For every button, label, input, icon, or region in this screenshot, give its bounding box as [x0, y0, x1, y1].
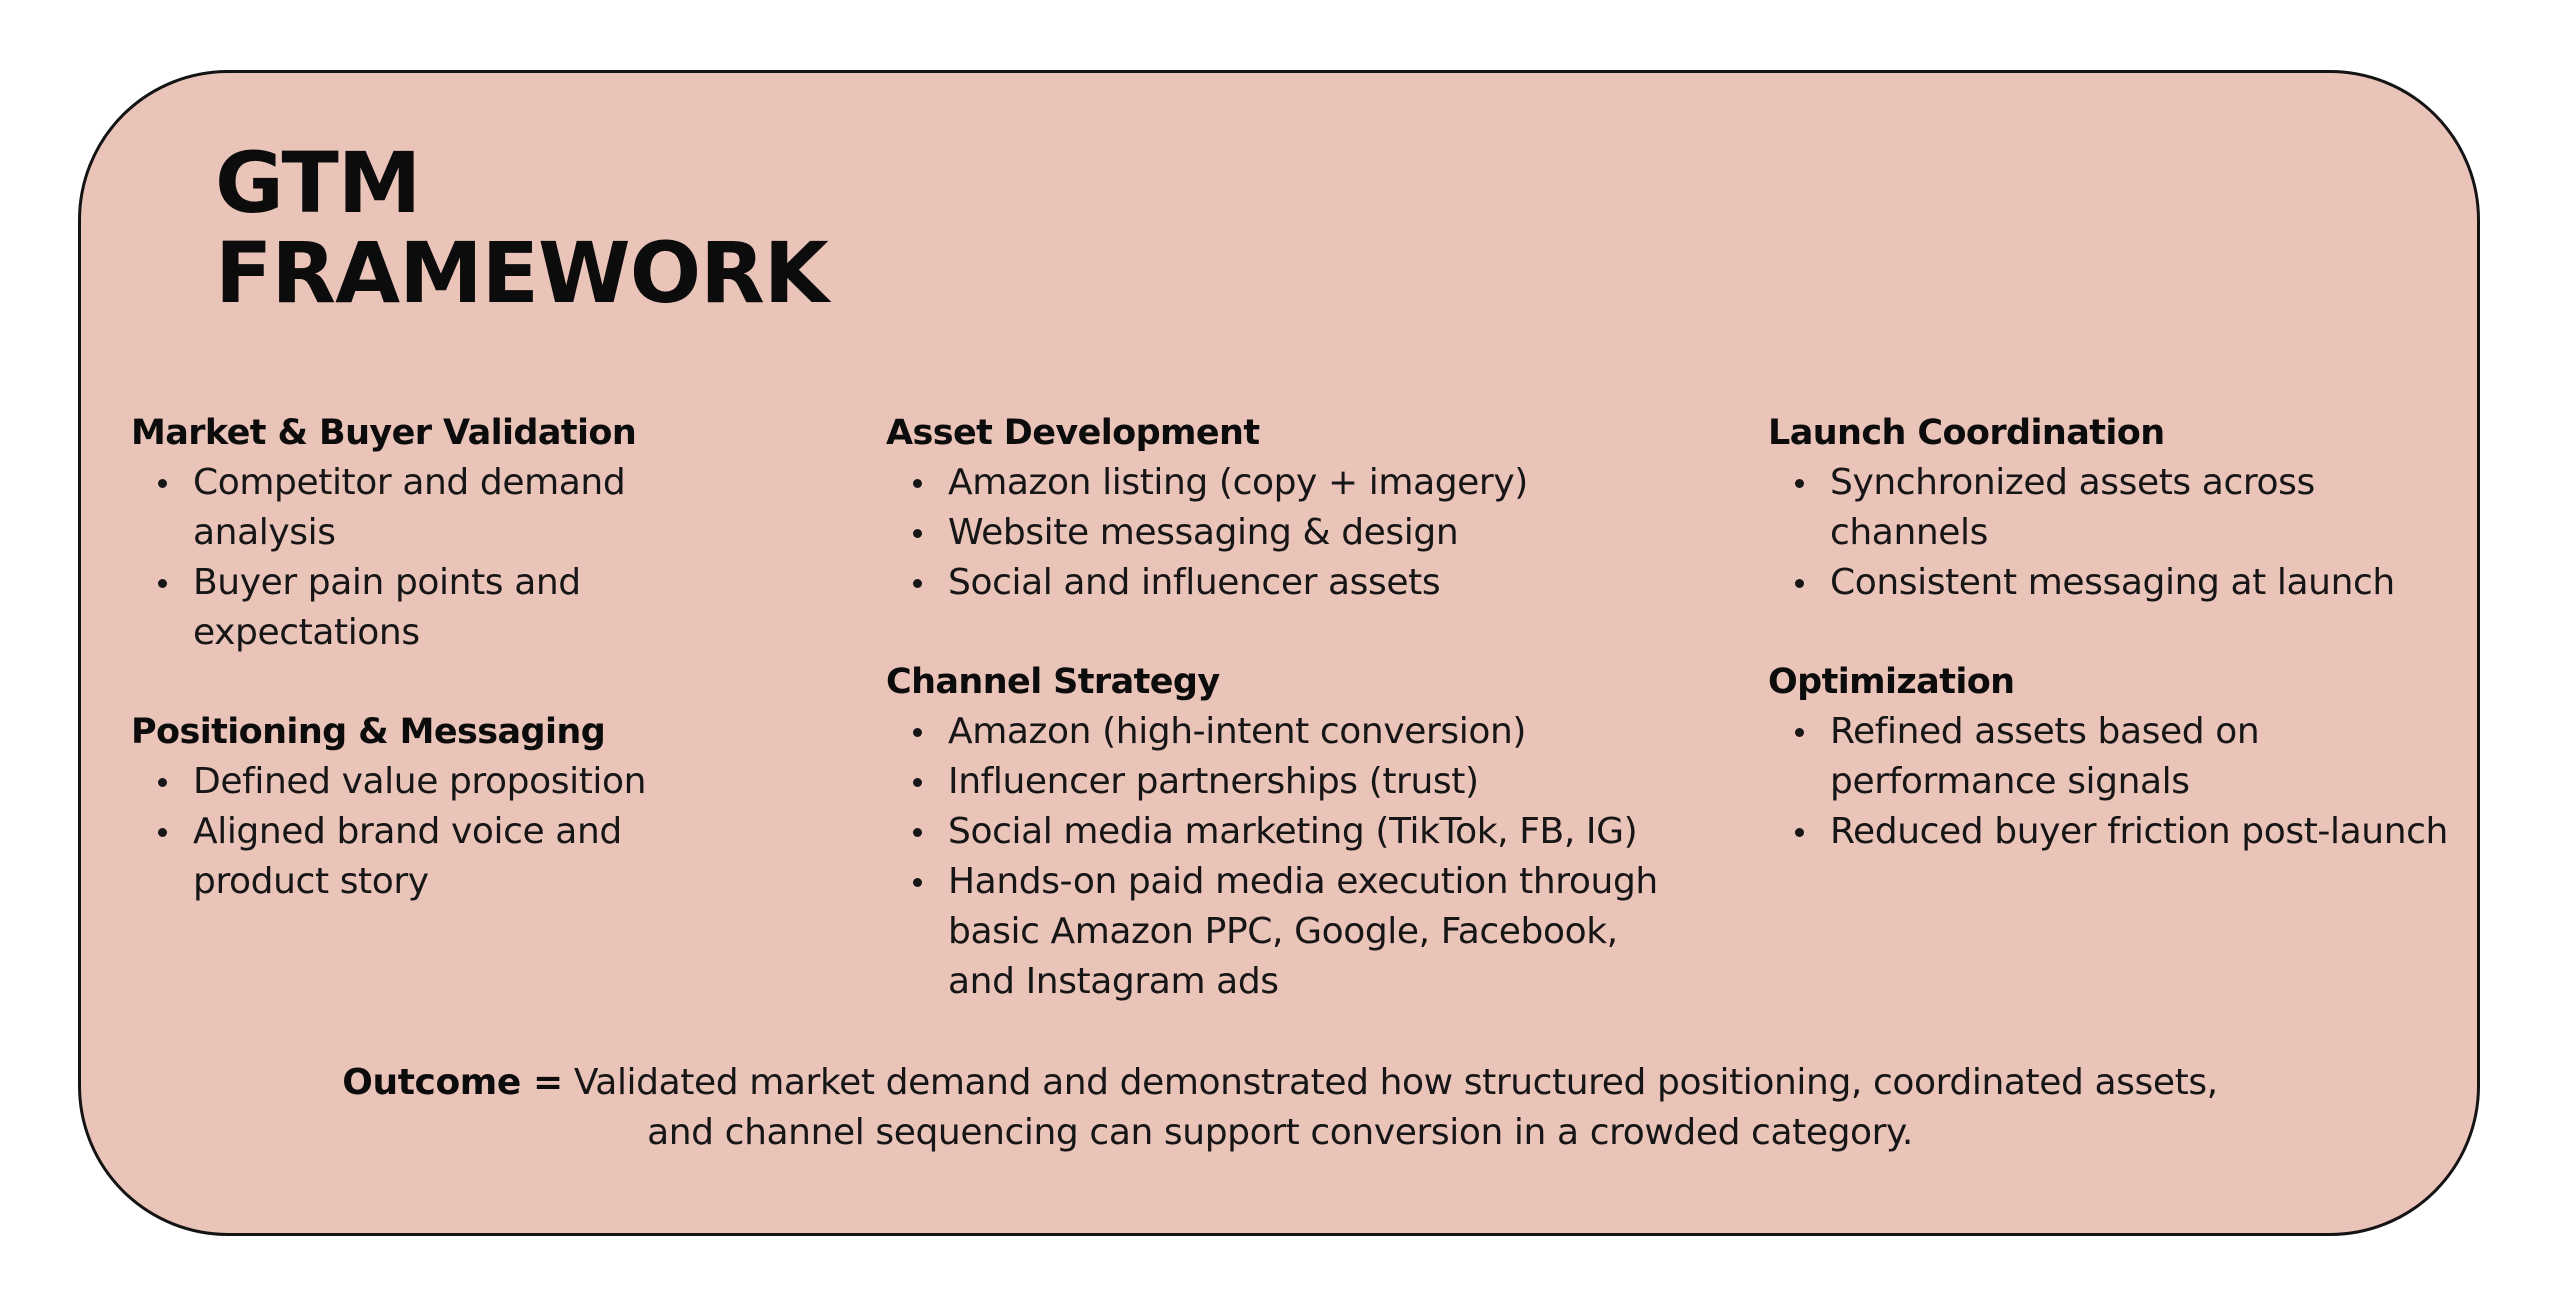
section-heading: Channel Strategy: [886, 662, 1220, 702]
bullet-item: Influencer partnerships (trust): [886, 757, 1688, 807]
title-line-2: FRAMEWORK: [215, 224, 828, 322]
title-line-1: GTM: [215, 134, 421, 232]
bullet-list: [1768, 707, 2488, 857]
bullet-item: Hands-on paid media execution through basic Amazon PPC, Google, Facebook, and Instagram ads: [886, 857, 1688, 1007]
bullet-item: Aligned brand voice and product story: [131, 807, 713, 907]
bullet-item: Competitor and demand analysis: [131, 458, 713, 558]
bullet-item: Website messaging & design: [886, 508, 1688, 558]
section-channel-strategy: [886, 657, 1706, 1007]
section-asset-development: [886, 408, 1706, 608]
section-heading: Launch Coordination: [1768, 413, 2165, 453]
section-optimization: [1768, 657, 2488, 857]
bullet-item: Social media marketing (TikTok, FB, IG): [886, 807, 1688, 857]
framework-column-1: [131, 408, 771, 956]
section-heading: Optimization: [1768, 662, 2015, 702]
bullet-item: Buyer pain points and expectations: [131, 558, 713, 658]
framework-column-2: [886, 408, 1706, 1056]
bullet-list: [131, 757, 771, 907]
section-heading: Market & Buyer Validation: [131, 413, 637, 453]
page-title: [215, 134, 828, 322]
section-positioning-messaging: [131, 707, 771, 907]
bullet-item: Amazon (high-intent conversion): [886, 707, 1688, 757]
bullet-list: [131, 458, 771, 658]
section-launch-coordination: [1768, 408, 2488, 608]
bullet-item: Reduced buyer friction post-launch: [1768, 807, 2470, 857]
outcome-statement: [340, 1058, 2220, 1158]
outcome-text: Validated market demand and demonstrated how structured positioning, coordinated assets, and channel sequencing can support conversion in a crowded category.: [573, 1062, 2218, 1153]
section-market-buyer-validation: [131, 408, 771, 658]
bullet-list: [886, 707, 1706, 1007]
outcome-label: Outcome =: [342, 1062, 563, 1103]
bullet-item: Defined value proposition: [131, 757, 713, 807]
framework-column-3: [1768, 408, 2488, 906]
section-heading: Asset Development: [886, 413, 1260, 453]
bullet-item: Consistent messaging at launch: [1768, 558, 2470, 608]
bullet-item: Refined assets based on performance signals: [1768, 707, 2470, 807]
bullet-item: Amazon listing (copy + imagery): [886, 458, 1688, 508]
bullet-list: [886, 458, 1706, 608]
section-heading: Positioning & Messaging: [131, 712, 606, 752]
bullet-item: Synchronized assets across channels: [1768, 458, 2470, 558]
bullet-item: Social and influencer assets: [886, 558, 1688, 608]
bullet-list: [1768, 458, 2488, 608]
